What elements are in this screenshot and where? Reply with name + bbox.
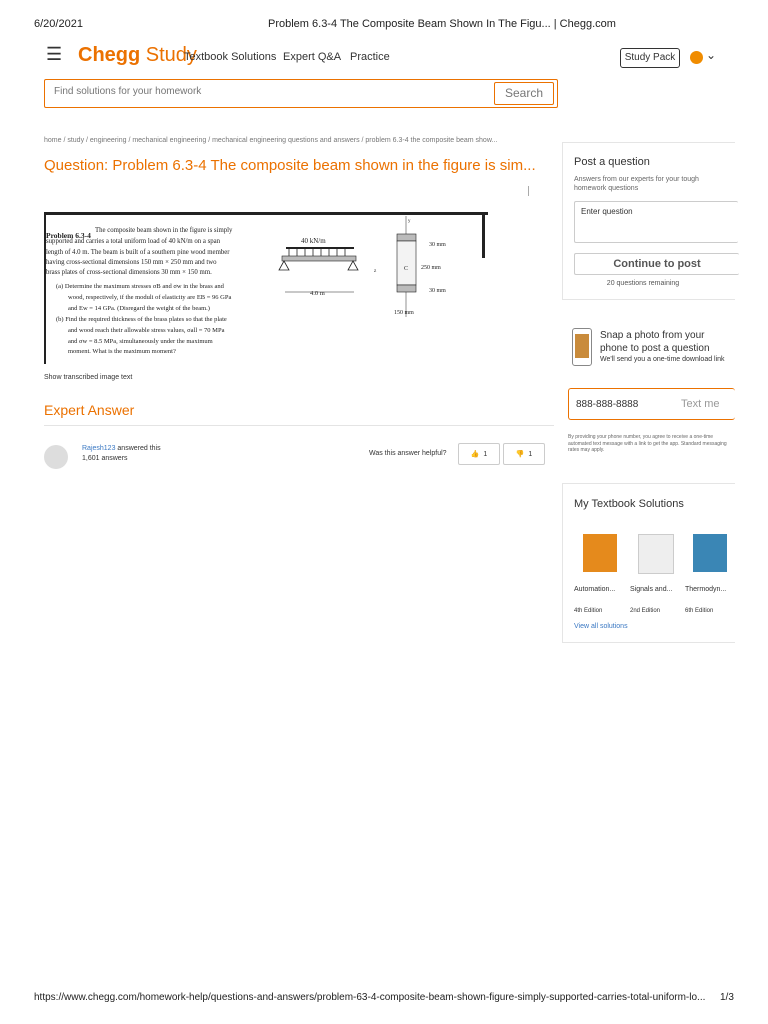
logo-product: Study	[145, 44, 197, 66]
book-title[interactable]: Signals and...	[630, 586, 673, 593]
chevron-down-icon[interactable]: ⌄	[706, 48, 717, 62]
print-title: Problem 6.3-4 The Composite Beam Shown In The Figu... | Chegg.com	[268, 18, 616, 30]
width-label: 150 mm	[394, 310, 414, 316]
book-edition: 2nd Edition	[630, 608, 661, 614]
answered-by	[82, 445, 161, 452]
post-question-card	[562, 142, 735, 300]
answered-text: answered this	[115, 445, 161, 452]
snap-photo-card	[562, 318, 734, 464]
part-b-line: and wood reach their allowable stress values, σall = 70 MPa	[68, 327, 225, 334]
chegg-logo[interactable]	[78, 44, 197, 67]
book-cover[interactable]	[583, 534, 617, 572]
problem-line: The composite beam shown in the figure is simply	[95, 227, 233, 234]
breadcrumb[interactable]: home / study / engineering / mechanical engineering / mechanical engineering questions and answers / problem 6.3-4 the composite beam show...	[44, 137, 498, 144]
part-b-line: and σw = 8.5 MPa, simultaneously under the maximum	[68, 338, 213, 345]
sms-disclaimer: By providing your phone number, you agree to receive a one-time automated text message with a link to get the app. Standard messaging rates may apply.	[568, 434, 727, 453]
search-bar	[44, 79, 558, 108]
view-all-solutions-link[interactable]: View all solutions	[574, 623, 628, 630]
problem-line: brass plates of cross-sectional dimensions 30 mm × 150 mm.	[46, 269, 212, 276]
show-transcribed-link[interactable]: Show transcribed image text	[44, 374, 133, 381]
book-cover[interactable]	[693, 534, 727, 572]
user-avatar[interactable]	[690, 51, 703, 64]
problem-label: Problem 6.3-4	[46, 231, 91, 240]
menu-icon[interactable]: ☰	[46, 44, 63, 64]
like-count: 1	[483, 450, 488, 458]
dislike-count: 1	[528, 450, 533, 458]
phone-number-field	[568, 388, 735, 420]
thumbs-down-icon: 👎	[515, 451, 525, 458]
axis-z-label: z	[374, 269, 377, 274]
book-edition: 6th Edition	[685, 608, 714, 614]
phone-input[interactable]: 888-888-8888	[576, 399, 639, 410]
logo-brand: Chegg	[78, 44, 141, 66]
problem-line: supported and carries a total uniform load of 40 kN/m on a span	[46, 238, 221, 245]
post-question-title: Post a question	[574, 156, 650, 168]
author-link[interactable]: Rajesh123	[82, 445, 116, 452]
dim-top-label: 30 mm	[429, 242, 446, 248]
book-cover[interactable]	[638, 534, 674, 574]
expert-answer-heading: Expert Answer	[44, 402, 135, 418]
continue-to-post-button[interactable]: Continue to post	[574, 253, 739, 275]
question-image	[44, 212, 488, 364]
phone-icon	[572, 328, 592, 366]
question-input[interactable]: Enter question	[574, 201, 738, 243]
dim-bot-label: 30 mm	[429, 288, 446, 294]
helpful-prompt: Was this answer helpful?	[369, 450, 447, 457]
book-title[interactable]: Thermodyn...	[685, 586, 727, 593]
part-b-line: moment. What is the maximum moment?	[68, 348, 176, 355]
search-button[interactable]: Search	[494, 82, 554, 105]
nav-expert-qa[interactable]: Expert Q&A	[283, 51, 342, 63]
problem-line: having cross-sectional dimensions 150 mm × 250 mm and two	[46, 259, 217, 266]
book-title[interactable]: Automation...	[574, 586, 616, 593]
questions-remaining: 20 questions remaining	[606, 280, 680, 287]
snap-subtitle: We'll send you a one-time download link	[600, 356, 725, 363]
thumbs-down-button[interactable]	[503, 443, 545, 465]
problem-line: length of 4.0 m. The beam is built of a southern pine wood member	[46, 249, 230, 256]
answer-count: 1,601 answers	[82, 455, 128, 462]
nav-practice[interactable]: Practice	[350, 51, 390, 63]
textbook-solutions-title: My Textbook Solutions	[574, 498, 684, 510]
load-label: 40 kN/m	[301, 237, 326, 245]
book-edition: 4th Edition	[574, 608, 603, 614]
part-a-line: wood, respectively, if the moduli of elasticity are EB = 96 GPa	[68, 294, 232, 301]
dim-mid-label: 250 mm	[421, 265, 441, 271]
snap-title: Snap a photo from your phone to post a question	[600, 330, 710, 354]
print-url: https://www.chegg.com/homework-help/questions-and-answers/problem-63-4-composite-beam-shown-figure-simply-supported-carries-total-uniform-lo...	[34, 992, 706, 1003]
centroid-label: C	[404, 266, 409, 272]
divider	[44, 425, 554, 426]
search-input[interactable]	[54, 86, 474, 97]
part-a-line: and Ew = 14 GPa. (Disregard the weight of the beam.)	[68, 305, 210, 312]
thumbs-up-button[interactable]	[458, 443, 500, 465]
span-label: 4.0 m	[310, 290, 325, 297]
thumbs-up-icon: 👍	[470, 451, 480, 458]
nav-textbook-solutions[interactable]: Textbook Solutions	[184, 51, 277, 63]
textbook-solutions-card	[562, 483, 735, 643]
part-b-line: (b) Find the required thickness of the brass plates so that the plate	[56, 316, 227, 323]
axis-y-label: y	[408, 219, 411, 224]
divider	[528, 186, 529, 196]
study-pack-button[interactable]: Study Pack	[620, 48, 680, 68]
question-title: Question: Problem 6.3-4 The composite beam shown in the figure is sim...	[44, 157, 536, 174]
part-a-line: (a) Determine the maximum stresses σB and σw in the brass and	[56, 283, 224, 290]
print-date: 6/20/2021	[34, 18, 83, 30]
answerer-avatar	[44, 445, 68, 469]
text-me-button[interactable]: Text me	[681, 398, 720, 410]
post-question-subtitle: Answers from our experts for your tough homework questions	[574, 176, 699, 193]
print-page: 1/3	[720, 992, 734, 1003]
